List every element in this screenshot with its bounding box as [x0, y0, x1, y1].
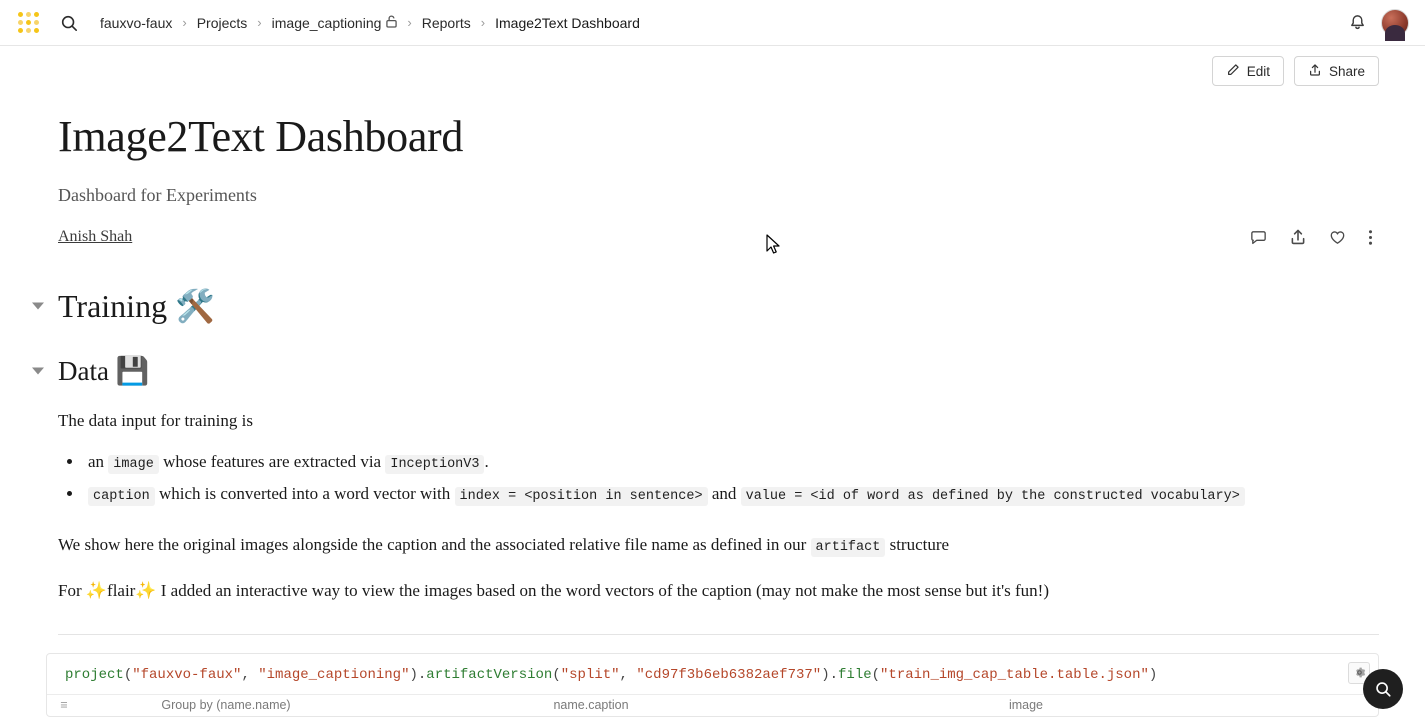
code-token: "train_img_cap_table.table.json" — [880, 666, 1149, 683]
bullet-text: whose features are extracted via — [158, 452, 386, 472]
code-artifact: artifact — [811, 538, 886, 557]
breadcrumb — [96, 13, 644, 33]
code-caption: caption — [88, 487, 155, 506]
breadcrumb-label: Reports — [421, 14, 471, 31]
code-token: artifactVersion — [426, 666, 553, 683]
code-token: , — [241, 666, 259, 683]
breadcrumb-label: Projects — [196, 14, 248, 31]
code-token: file — [838, 666, 872, 683]
edit-button-label: Edit — [1246, 63, 1270, 79]
author-row — [58, 228, 1379, 247]
column-header-group-by[interactable]: Group by (name.name) — [161, 698, 291, 713]
lock-open-icon — [386, 15, 397, 31]
user-avatar[interactable] — [1381, 9, 1409, 37]
code-image: image — [108, 455, 159, 474]
code-token: ( — [552, 666, 561, 683]
share-button-label: Share — [1328, 63, 1365, 79]
code-token: , — [619, 666, 637, 683]
artifact-code-line[interactable] — [47, 654, 1378, 694]
page-title: Image2Text Dashboard — [58, 112, 464, 161]
artifact-paragraph — [58, 533, 1379, 558]
search-icon[interactable] — [54, 8, 84, 38]
code-token: "cd97f3b6eb6382aef737" — [636, 666, 822, 683]
edit-button[interactable] — [1212, 56, 1284, 86]
pencil-icon — [1226, 63, 1240, 80]
collapse-toggle-training[interactable] — [32, 302, 44, 309]
breadcrumb-label: fauxvo-faux — [100, 14, 173, 31]
bell-icon[interactable] — [1348, 13, 1367, 32]
code-token: "split" — [560, 666, 620, 683]
heart-icon[interactable] — [1328, 228, 1347, 247]
share-icon[interactable] — [1289, 228, 1307, 246]
bullet-text: . — [484, 452, 489, 472]
code-token: "image_captioning" — [258, 666, 410, 683]
code-token: "fauxvo-faux" — [132, 666, 242, 683]
share-button[interactable] — [1294, 56, 1379, 86]
breadcrumb-item-project[interactable] — [268, 13, 402, 33]
collapse-toggle-data[interactable] — [32, 368, 44, 375]
weights-and-biases-logo[interactable] — [16, 10, 42, 36]
bullet-text: and — [707, 484, 741, 504]
report-action-bar — [0, 46, 1425, 96]
code-token: project — [65, 666, 124, 683]
code-value: value = <id of word as defined by the constructed vocabulary> — [741, 487, 1245, 506]
heading-training: Training 🛠️ — [58, 287, 215, 324]
code-token: ( — [871, 666, 881, 683]
bullet-text: which is converted into a word vector with — [154, 484, 455, 504]
table-menu-icon[interactable]: ≡ — [60, 698, 68, 713]
section-training — [58, 287, 1379, 325]
artifact-table-header — [47, 694, 1378, 716]
data-bullet-list — [58, 446, 1379, 511]
help-search-icon[interactable] — [1363, 669, 1403, 709]
section-data — [58, 355, 1379, 387]
author-link[interactable]: Anish Shah — [58, 228, 133, 246]
top-navigation-bar — [0, 0, 1425, 46]
column-header-image[interactable]: image — [1008, 698, 1044, 713]
breadcrumb-item-reports[interactable] — [418, 13, 475, 33]
artifact-code-panel — [46, 653, 1379, 717]
breadcrumb-label: image_captioning — [271, 14, 382, 31]
breadcrumb-label: Image2Text Dashboard — [495, 14, 640, 31]
more-vertical-icon[interactable] — [1368, 228, 1373, 247]
breadcrumb-item-projects[interactable] — [193, 13, 252, 33]
list-item — [84, 478, 1379, 510]
code-token: ). — [409, 666, 427, 683]
comment-icon[interactable] — [1249, 228, 1268, 247]
column-header-name-caption[interactable]: name.caption — [553, 698, 629, 713]
code-token: ). — [821, 666, 839, 683]
heading-data: Data 💾 — [58, 355, 150, 386]
code-inceptionv3: InceptionV3 — [385, 455, 484, 474]
breadcrumb-separator: › — [407, 15, 412, 30]
bullet-text: an — [88, 452, 109, 472]
page-subtitle: Dashboard for Experiments — [58, 184, 257, 205]
top-bar-right-actions — [1348, 9, 1409, 37]
breadcrumb-item-entity[interactable] — [96, 13, 176, 33]
artifact-paragraph-after: structure — [885, 534, 950, 554]
code-token: ) — [1148, 666, 1158, 683]
code-token: ( — [123, 666, 133, 683]
breadcrumb-separator: › — [257, 15, 262, 30]
artifact-paragraph-before: We show here the original images alongside the caption and the associated relative file name as defined in our — [58, 534, 811, 554]
section-divider — [58, 634, 1379, 635]
breadcrumb-item-report[interactable] — [491, 13, 644, 33]
report-body — [0, 112, 1425, 717]
report-social-actions — [1249, 228, 1379, 247]
code-index: index = <position in sentence> — [455, 487, 708, 506]
breadcrumb-separator: › — [480, 15, 486, 30]
list-item — [84, 446, 1379, 478]
intro-paragraph: The data input for training is — [58, 411, 253, 431]
breadcrumb-separator: › — [182, 15, 187, 30]
flair-paragraph: For ✨flair✨ I added an interactive way to view the images based on the word vectors of the caption (may not make the most sense but it's fun!) — [58, 581, 1049, 601]
share-icon — [1308, 63, 1322, 80]
